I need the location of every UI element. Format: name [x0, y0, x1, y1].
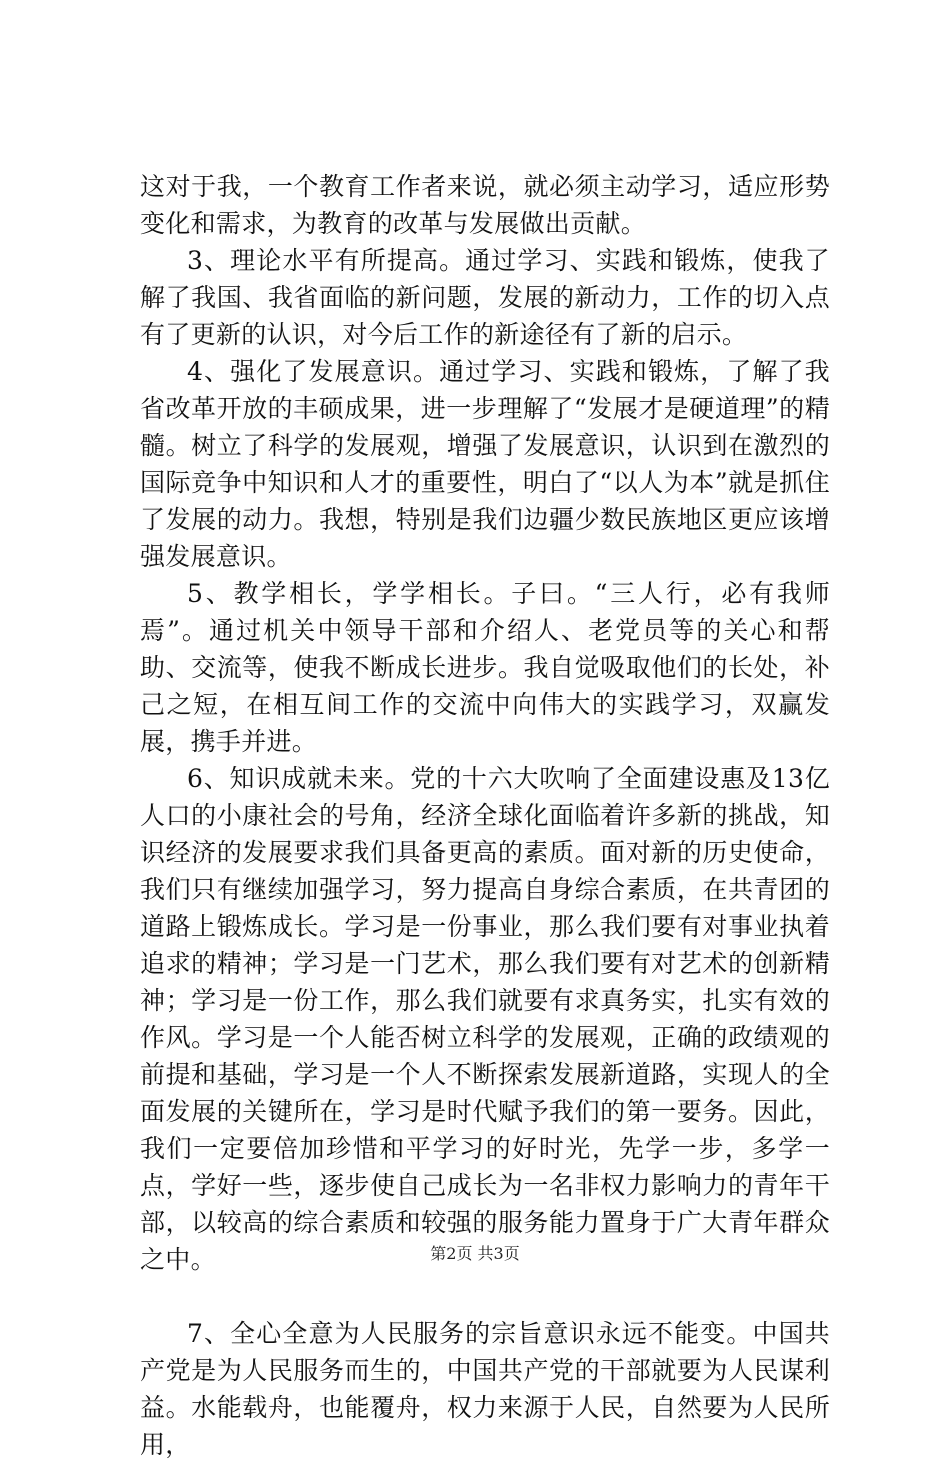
paragraph-5-mutual-learning: 5、教学相长，学学相长。子曰。“三人行，必有我师焉”。通过机关中领导干部和介绍人、老党员等的关心和帮助、交流等，使我不断成长进步。我自觉吸取他们的长处，补己之短，在相互间工作的交流中向伟大的实践学习，双赢发展，携手并进。 — [140, 579, 830, 756]
page-number-label: 第2页 共3页 — [430, 1244, 520, 1263]
paragraph-7-serve-people: 7、全心全意为人民服务的宗旨意识永远不能变。中国共产党是为人民服务而生的，中国共产党的干部就要为人民谋利益。水能载舟，也能覆舟，权力来源于人民，自然要为人民所用， — [140, 1319, 830, 1459]
paragraph-6-knowledge-future: 6、知识成就未来。党的十六大吹响了全面建设惠及13亿人口的小康社会的号角，经济全球化面临着许多新的挑战，知识经济的发展要求我们具备更高的素质。面对新的历史使命，我们只有继续加强学习，努力提高自身综合素质，在共青团的道路上锻炼成长。学习是一份事业，那么我们要有对事业执着追求的精神；学习是一门艺术，那么我们要有对艺术的创新精神；学习是一份工作，那么我们就要有求真务实，扎实有效的作风。学习是一个人能否树立科学的发展观，正确的政绩观的前提和基础，学习是一个人不断探索发展新道路，实现人的全面发展的关键所在，学习是时代赋予我们的第一要务。因此，我们一定要倍加珍惜和平学习的好时光，先学一步，多学一点，学好一些，逐步使自己成长为一名非权力影响力的青年干部，以较高的综合素质和较强的服务能力置身于广大青年群众之中。 — [140, 764, 830, 1274]
paragraph-4-development-awareness: 4、强化了发展意识。通过学习、实践和锻炼，了解了我省改革开放的丰硕成果，进一步理解了“发展才是硬道理”的精髓。树立了科学的发展观，增强了发展意识，认识到在激烈的国际竞争中知识和人才的重要性，明白了“以人为本”就是抓住了发展的动力。我想，特别是我们边疆少数民族地区更应该增强发展意识。 — [140, 357, 830, 571]
paragraph-continuation: 这对于我，一个教育工作者来说，就必须主动学习，适应形势变化和需求，为教育的改革与发展做出贡献。 — [140, 172, 830, 238]
page-footer — [0, 1243, 950, 1265]
paragraph-3-theory-level: 3、理论水平有所提高。通过学习、实践和锻炼，使我了解了我国、我省面临的新问题，发展的新动力，工作的切入点有了更新的认识，对今后工作的新途径有了新的启示。 — [140, 246, 830, 349]
document-body — [140, 168, 830, 1463]
